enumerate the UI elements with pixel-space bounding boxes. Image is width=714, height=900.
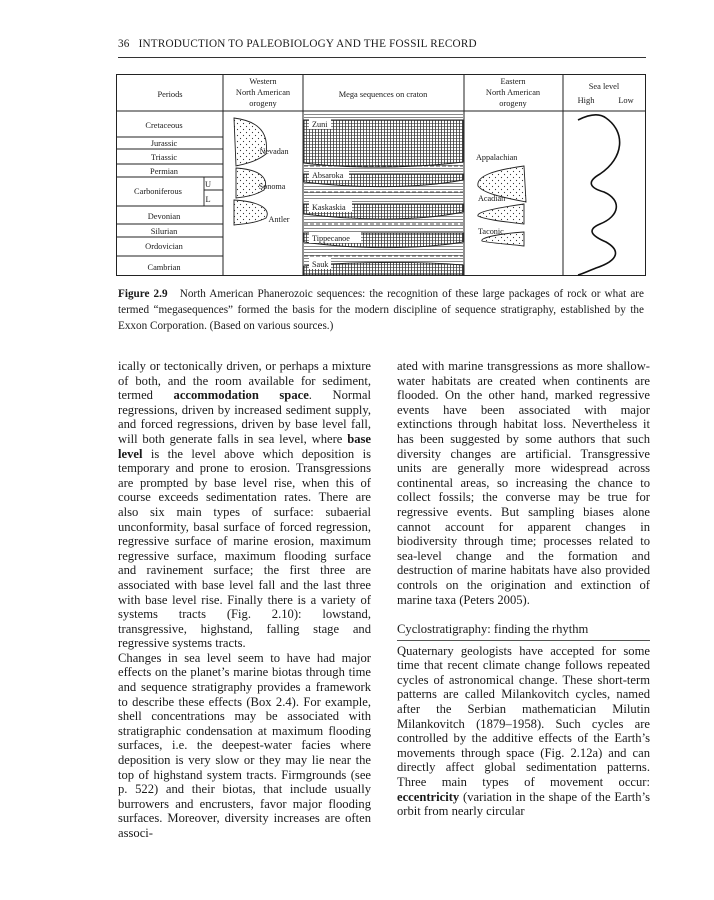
sequence-sauk: Sauk <box>312 260 329 269</box>
period-triassic: Triassic <box>150 153 178 162</box>
craton-column <box>304 112 463 275</box>
orogeny-nevadan: Nevadan <box>259 147 289 156</box>
right-p2-text-a: Quaternary geologists have accepted for some time that recent climate change follows repeated cycles of astronomical change. These short-term patterns are called Milankovitch cycles, named after the Serbian mathematician Milutin Milankovitch (1879–1958). Such cycles are controlled by the additive effects of the Earth’s movements through space (Fig. 2.12a) and can directly affect global sedimentation patterns. Three main types of movement occur: <box>397 643 650 790</box>
header-eastern-3: orogeny <box>499 99 527 108</box>
orogeny-acadian: Acadian <box>478 194 506 203</box>
running-title: INTRODUCTION TO PALEOBIOLOGY AND THE FOSSIL RECORD <box>138 38 477 50</box>
term-base-level: base level <box>118 431 371 461</box>
caption-label: Figure 2.9 <box>118 288 168 300</box>
right-paragraph-2 <box>397 644 650 819</box>
header-rule <box>118 57 646 58</box>
caption-text: North American Phanerozoic sequences: the recognition of these large packages of rock or what are termed “megasequences” formed the basis for the modern discipline of sequence stratigraphy, established by the Exxon Corporation. (Based on various sources.) <box>118 288 644 332</box>
sequence-kaskaskia: Kaskaskia <box>312 203 346 212</box>
period-carboniferous-lower: L <box>205 195 211 204</box>
nevadan-lobe <box>234 118 267 166</box>
header-sea-level: Sea level <box>588 82 620 91</box>
page-number: 36 <box>118 38 130 50</box>
header-western-3: orogeny <box>249 99 277 108</box>
period-cambrian: Cambrian <box>147 263 181 272</box>
header-eastern-2: North American <box>485 88 541 97</box>
left-p1-text-a: ically or tectonically driven, or perhaps a mixture of both, and the room available for sediment, termed <box>118 359 371 403</box>
header-high: High <box>577 96 595 105</box>
orogeny-taconic: Taconic <box>478 227 504 236</box>
section-title: Cyclostratigraphy: finding the rhythm <box>397 622 650 641</box>
sequence-tippecanoe: Tippecanoe <box>312 234 350 243</box>
orogeny-antler: Antler <box>268 215 290 224</box>
period-ordovician: Ordovician <box>145 242 183 251</box>
orogeny-sonoma: Sonoma <box>258 182 286 191</box>
sequence-absaroka: Absaroka <box>312 171 344 180</box>
period-cretaceous: Cretaceous <box>145 121 183 130</box>
period-carboniferous-upper: U <box>204 180 212 189</box>
period-permian: Permian <box>150 167 178 176</box>
sequence-zuni: Zuni <box>312 120 328 129</box>
header-periods: Periods <box>157 90 183 99</box>
left-column <box>118 359 371 841</box>
left-paragraph-1 <box>118 359 371 651</box>
right-p2-text-b: (variation in the shape of the Earth’s orbit from nearly circular <box>397 789 650 819</box>
period-jurassic: Jurassic <box>150 139 178 148</box>
left-p1-text-c: is the level above which deposition is temporary and prone to erosion. Transgressions are prompted by base level rise, when this of course exceeds sedimentation rates. There are also six main types of surface: subaerial unconformity, basal surface of forced regression, regressive surface of marine erosion, maximum regressive surface, maximum flooding surface and ravinement surface; the first three are associated with base level fall and the last three with base level rise. Finally there is a variety of systems tracts (Fig. 2.10): lowstand, transgressive, highstand, falling stage and regressive systems tracts. <box>118 446 371 651</box>
sea-level-curve <box>578 115 620 275</box>
period-devonian: Devonian <box>147 212 181 221</box>
header-low: Low <box>618 96 634 105</box>
megasequence-figure <box>116 74 646 276</box>
period-carboniferous: Carboniferous <box>134 187 182 196</box>
orogeny-appalachian: Appalachian <box>476 153 518 162</box>
period-silurian: Silurian <box>150 227 178 236</box>
running-head <box>118 38 477 50</box>
left-paragraph-2: Changes in sea level seem to have had major effects on the planet’s marine biotas through time and sequence stratigraphy provides a framework to describe these effects (Box 2.4). For example, shell concentrations may be associated with stratigraphic condensation at maximum flooding surfaces, i.e. the deepest-water facies where deposition is very slow or they may lie near the top of highstand system tracts. Firmgrounds (see p. 522) and their biotas, that include usually burrowers and encrusters, favor major flooding surfaces. Moreover, diversity increases are often associ- <box>118 650 371 840</box>
figure-caption <box>118 286 644 334</box>
term-eccentricity: eccentricity <box>397 789 460 804</box>
left-p1-text-b: . Normal regressions, driven by increased sediment supply, and forced regressions, driven by base level fall, will both generate falls in sea level, where <box>118 388 371 446</box>
header-western-2: North American <box>235 88 291 97</box>
acadian-lobe <box>478 204 524 224</box>
header-western-1: Western <box>249 77 277 86</box>
right-paragraph-1: ated with marine transgressions as more shallow-water habitats are created when continents are flooded. On the other hand, marked regressive events have been associated with major extinctions through habitat loss. Nevertheless it has been suggested by some authors that such diversity changes are artificial. Transgressive units are generally more widespread across continental areas, so increasing the chance to collect fossils; the converse may be true for regressive events. But sampling biases alone cannot account for apparent changes in biodiversity through time; processes related to sea-level change and the formation and destruction of marine habitats have also provided controls on the origination and extinction of marine taxa (Peters 2005). <box>397 359 650 607</box>
header-mega: Mega sequences on craton <box>338 90 428 99</box>
header-eastern-1: Eastern <box>500 77 526 86</box>
antler-lobe <box>234 200 267 225</box>
term-accommodation-space: accommodation space <box>173 388 309 403</box>
right-column <box>397 359 650 819</box>
